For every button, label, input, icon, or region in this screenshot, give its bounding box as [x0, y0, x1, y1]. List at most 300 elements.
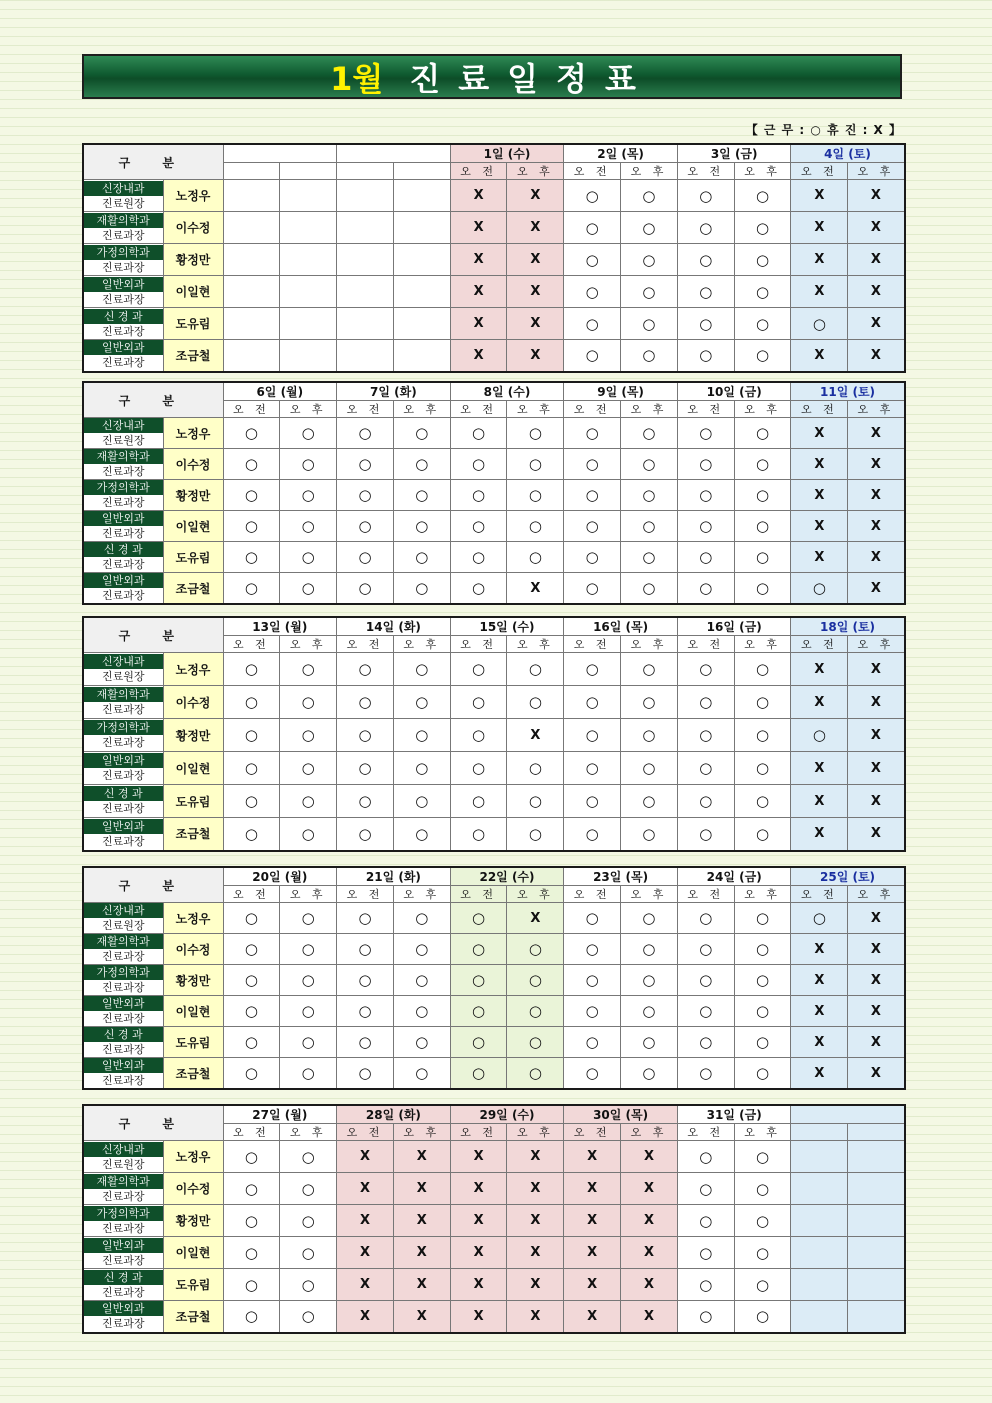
schedule-cell: X	[450, 244, 507, 276]
doctor-name: 도유림	[163, 542, 223, 573]
schedule-cell: ○	[734, 934, 791, 965]
schedule-cell: X	[450, 340, 507, 372]
schedule-cell: ○	[450, 686, 507, 719]
pm-header	[393, 163, 450, 180]
doctor-name: 황정만	[163, 719, 223, 752]
schedule-cell: ○	[734, 903, 791, 934]
schedule-cell: ○	[677, 212, 734, 244]
schedule-cell: ○	[223, 934, 280, 965]
schedule-cell: ○	[677, 1173, 734, 1205]
doctor-name: 노정우	[163, 418, 223, 449]
dept-role: 진료과장	[101, 736, 145, 749]
dept-cell	[83, 752, 163, 785]
schedule-cell: ○	[450, 752, 507, 785]
pm-header: 오 후	[848, 886, 905, 903]
schedule-cell: ○	[507, 752, 564, 785]
schedule-cell: X	[393, 1237, 450, 1269]
am-header: 오 전	[337, 1124, 394, 1141]
schedule-cell: ○	[393, 903, 450, 934]
schedule-cell: ○	[280, 653, 337, 686]
schedule-cell: ○	[677, 785, 734, 818]
doctor-name: 황정만	[163, 1205, 223, 1237]
schedule-cell: ○	[223, 1141, 280, 1173]
am-header: 오 전	[791, 886, 848, 903]
schedule-cell: X	[848, 934, 905, 965]
dept-name: 일반외과	[84, 1058, 163, 1073]
schedule-cell: ○	[621, 573, 678, 605]
schedule-cell: ○	[734, 752, 791, 785]
schedule-cell: ○	[223, 1269, 280, 1301]
dept-cell	[83, 903, 163, 934]
am-header: 오 전	[564, 1124, 621, 1141]
doctor-name: 이수정	[163, 449, 223, 480]
dept-cell	[83, 276, 163, 308]
dept-role: 진료과장	[101, 981, 145, 994]
schedule-cell: X	[848, 752, 905, 785]
schedule-cell: ○	[393, 686, 450, 719]
am-header: 오 전	[223, 886, 280, 903]
week-table	[82, 143, 906, 373]
schedule-cell: X	[393, 1205, 450, 1237]
schedule-cell: ○	[223, 1173, 280, 1205]
schedule-cell: ○	[393, 965, 450, 996]
schedule-cell: ○	[791, 573, 848, 605]
schedule-cell: X	[848, 244, 905, 276]
doctor-name: 조금철	[163, 1301, 223, 1333]
schedule-cell: X	[337, 1301, 394, 1333]
schedule-cell: ○	[621, 418, 678, 449]
dept-name: 재활의학과	[84, 449, 163, 464]
schedule-cell: X	[507, 573, 564, 605]
doctor-name: 조금철	[163, 818, 223, 851]
schedule-cell: ○	[337, 965, 394, 996]
dept-name: 일반외과	[84, 340, 163, 355]
schedule-cell: ○	[621, 180, 678, 212]
schedule-cell: ○	[734, 965, 791, 996]
dept-role: 진료과장	[101, 1189, 145, 1203]
schedule-cell: X	[791, 934, 848, 965]
dept-name: 재활의학과	[84, 934, 163, 949]
am-header: 오 전	[337, 636, 394, 653]
schedule-cell: ○	[791, 308, 848, 340]
schedule-cell: ○	[734, 1205, 791, 1237]
schedule-cell: ○	[677, 653, 734, 686]
schedule-cell: ○	[734, 719, 791, 752]
schedule-cell: ○	[734, 996, 791, 1027]
schedule-cell: ○	[450, 996, 507, 1027]
schedule-cell: X	[848, 996, 905, 1027]
staff-row	[83, 511, 905, 542]
schedule-cell: X	[564, 1173, 621, 1205]
schedule-cell: ○	[564, 1027, 621, 1058]
gubun-header: 구 분	[83, 867, 223, 903]
schedule-cell: ○	[621, 480, 678, 511]
am-header: 오 전	[564, 886, 621, 903]
am-header: 오 전	[677, 636, 734, 653]
staff-row	[83, 276, 905, 308]
dept-role: 진료과장	[101, 1012, 145, 1025]
schedule-cell: X	[791, 686, 848, 719]
schedule-cell: ○	[223, 418, 280, 449]
schedule-cell	[337, 180, 394, 212]
schedule-cell: ○	[734, 653, 791, 686]
schedule-cell: X	[791, 212, 848, 244]
dept-name: 가정의학과	[84, 1206, 163, 1221]
staff-row	[83, 212, 905, 244]
title-text: 진료일정표	[409, 59, 654, 98]
pm-header: 오 후	[621, 1124, 678, 1141]
schedule-cell: X	[450, 1141, 507, 1173]
schedule-cell: X	[621, 1237, 678, 1269]
schedule-cell: X	[393, 1269, 450, 1301]
dept-cell	[83, 212, 163, 244]
schedule-cell: ○	[507, 449, 564, 480]
doctor-name: 노정우	[163, 903, 223, 934]
schedule-cell	[393, 212, 450, 244]
am-header: 오 전	[677, 163, 734, 180]
day-header: 20일 (월)	[223, 867, 337, 886]
dept-name: 신 경 과	[84, 1027, 163, 1042]
schedule-cell: ○	[393, 449, 450, 480]
schedule-cell: X	[564, 1237, 621, 1269]
schedule-cell: ○	[564, 480, 621, 511]
schedule-cell: X	[791, 996, 848, 1027]
schedule-cell: ○	[280, 1173, 337, 1205]
dept-name: 일반외과	[84, 277, 163, 292]
schedule-cell: ○	[621, 686, 678, 719]
schedule-cell: X	[848, 340, 905, 372]
staff-row	[83, 1237, 905, 1269]
schedule-cell: ○	[280, 965, 337, 996]
dept-name: 일반외과	[84, 996, 163, 1011]
schedule-cell: ○	[507, 418, 564, 449]
staff-row	[83, 1141, 905, 1173]
schedule-cell: ○	[677, 244, 734, 276]
schedule-cell: ○	[450, 480, 507, 511]
schedule-cell: ○	[677, 1237, 734, 1269]
schedule-cell: X	[507, 308, 564, 340]
dept-name: 재활의학과	[84, 687, 163, 702]
dept-cell	[83, 244, 163, 276]
schedule-cell	[791, 1301, 848, 1333]
staff-row	[83, 1301, 905, 1333]
schedule-cell: ○	[677, 180, 734, 212]
schedule-cell: X	[848, 686, 905, 719]
schedule-cell: X	[621, 1269, 678, 1301]
pm-header: 오 후	[621, 401, 678, 418]
schedule-cell	[393, 308, 450, 340]
schedule-cell	[848, 1237, 905, 1269]
day-header: 30일 (목)	[564, 1105, 678, 1124]
schedule-cell: ○	[564, 1058, 621, 1090]
dept-cell	[83, 480, 163, 511]
schedule-cell: X	[791, 480, 848, 511]
pm-header: 오 후	[393, 636, 450, 653]
dept-cell	[83, 1237, 163, 1269]
schedule-cell: ○	[280, 818, 337, 851]
schedule-cell: ○	[507, 542, 564, 573]
schedule-cell: ○	[280, 903, 337, 934]
schedule-cell: X	[507, 719, 564, 752]
schedule-cell: ○	[393, 418, 450, 449]
schedule-cell: ○	[677, 1141, 734, 1173]
schedule-cell: ○	[280, 1027, 337, 1058]
schedule-cell: ○	[337, 785, 394, 818]
schedule-cell: ○	[734, 276, 791, 308]
dept-role: 진료과장	[101, 292, 145, 306]
staff-row	[83, 903, 905, 934]
doctor-name: 조금철	[163, 1058, 223, 1090]
schedule-cell: ○	[450, 903, 507, 934]
schedule-cell: ○	[564, 818, 621, 851]
staff-row	[83, 1058, 905, 1090]
dept-cell	[83, 449, 163, 480]
schedule-cell: ○	[223, 1058, 280, 1090]
doctor-name: 도유림	[163, 1027, 223, 1058]
staff-row	[83, 818, 905, 851]
dept-cell	[83, 180, 163, 212]
schedule-cell: ○	[337, 934, 394, 965]
day-header: 8일 (수)	[450, 382, 564, 401]
schedule-cell	[337, 308, 394, 340]
dept-name: 재활의학과	[84, 213, 163, 228]
schedule-cell: ○	[393, 818, 450, 851]
dept-cell	[83, 996, 163, 1027]
dept-role: 진료원장	[101, 434, 145, 447]
pm-header: 오 후	[393, 1124, 450, 1141]
schedule-cell	[280, 180, 337, 212]
schedule-cell: X	[564, 1301, 621, 1333]
schedule-cell: X	[450, 276, 507, 308]
pm-header: 오 후	[848, 163, 905, 180]
schedule-cell	[848, 1301, 905, 1333]
schedule-cell	[791, 1237, 848, 1269]
schedule-cell	[393, 276, 450, 308]
schedule-cell: ○	[564, 542, 621, 573]
schedule-cell: ○	[393, 1058, 450, 1090]
schedule-cell: X	[848, 818, 905, 851]
schedule-cell: ○	[393, 542, 450, 573]
dept-name: 가정의학과	[84, 245, 163, 260]
schedule-cell: ○	[621, 244, 678, 276]
am-header: 오 전	[791, 636, 848, 653]
schedule-cell	[337, 244, 394, 276]
schedule-cell: ○	[677, 719, 734, 752]
schedule-cell: ○	[393, 653, 450, 686]
schedule-cell: X	[337, 1269, 394, 1301]
schedule-cell: ○	[450, 418, 507, 449]
schedule-cell	[791, 1141, 848, 1173]
dept-name: 신장내과	[84, 903, 163, 918]
schedule-cell: ○	[393, 785, 450, 818]
dept-cell	[83, 511, 163, 542]
schedule-cell: X	[564, 1205, 621, 1237]
gubun-header: 구 분	[83, 144, 223, 180]
schedule-cell: ○	[223, 1237, 280, 1269]
staff-row	[83, 965, 905, 996]
schedule-cell: X	[791, 180, 848, 212]
schedule-cell	[848, 1269, 905, 1301]
pm-header: 오 후	[393, 886, 450, 903]
schedule-cell: ○	[564, 752, 621, 785]
schedule-cell: ○	[791, 719, 848, 752]
doctor-name: 황정만	[163, 480, 223, 511]
schedule-cell: ○	[393, 573, 450, 605]
dept-cell	[83, 965, 163, 996]
doctor-name: 이일현	[163, 511, 223, 542]
schedule-cell: X	[564, 1269, 621, 1301]
staff-row	[83, 996, 905, 1027]
schedule-cell: X	[450, 180, 507, 212]
schedule-cell: X	[848, 276, 905, 308]
day-header: 13일 (월)	[223, 617, 337, 636]
dept-cell	[83, 1141, 163, 1173]
schedule-cell: ○	[564, 903, 621, 934]
staff-row	[83, 340, 905, 372]
schedule-cell: ○	[450, 449, 507, 480]
schedule-cell: X	[848, 903, 905, 934]
schedule-cell: ○	[734, 818, 791, 851]
schedule-cell: ○	[507, 511, 564, 542]
doctor-name: 도유림	[163, 308, 223, 340]
schedule-cell: X	[450, 1173, 507, 1205]
page-title	[82, 54, 902, 99]
staff-row	[83, 180, 905, 212]
week-table	[82, 1104, 906, 1334]
dept-role: 진료원장	[101, 196, 145, 210]
schedule-cell: ○	[223, 996, 280, 1027]
day-header: 2일 (목)	[564, 144, 678, 163]
staff-row	[83, 1269, 905, 1301]
schedule-cell: ○	[734, 1058, 791, 1090]
schedule-cell: X	[848, 653, 905, 686]
schedule-cell: ○	[393, 511, 450, 542]
schedule-cell: ○	[393, 752, 450, 785]
doctor-name: 노정우	[163, 653, 223, 686]
schedule-cell: ○	[564, 244, 621, 276]
schedule-cell: ○	[280, 418, 337, 449]
schedule-cell: ○	[337, 686, 394, 719]
schedule-cell: ○	[280, 1237, 337, 1269]
schedule-cell: X	[791, 1058, 848, 1090]
dept-role: 진료원장	[101, 670, 145, 683]
schedule-cell: ○	[621, 965, 678, 996]
schedule-cell: X	[507, 244, 564, 276]
schedule-cell: ○	[734, 244, 791, 276]
pm-header: 오 후	[734, 1124, 791, 1141]
schedule-cell: ○	[337, 1027, 394, 1058]
schedule-cell: X	[791, 276, 848, 308]
dept-name: 가정의학과	[84, 965, 163, 980]
schedule-cell: ○	[450, 1058, 507, 1090]
doctor-name: 황정만	[163, 244, 223, 276]
schedule-cell: ○	[621, 212, 678, 244]
schedule-cell: ○	[280, 686, 337, 719]
schedule-cell	[280, 276, 337, 308]
dept-name: 가정의학과	[84, 480, 163, 495]
schedule-cell	[791, 1173, 848, 1205]
am-header	[337, 163, 394, 180]
schedule-cell: ○	[337, 480, 394, 511]
doctor-name: 조금철	[163, 573, 223, 605]
schedule-cell: ○	[621, 996, 678, 1027]
day-header: 3일 (금)	[677, 144, 791, 163]
dept-cell	[83, 573, 163, 605]
schedule-cell: X	[791, 752, 848, 785]
schedule-cell: ○	[223, 719, 280, 752]
schedule-cell	[280, 212, 337, 244]
dept-role: 진료과장	[101, 496, 145, 509]
schedule-cell: ○	[677, 1058, 734, 1090]
schedule-cell: ○	[621, 752, 678, 785]
schedule-cell: ○	[734, 686, 791, 719]
schedule-cell: X	[848, 542, 905, 573]
schedule-cell: X	[507, 1269, 564, 1301]
schedule-cell: ○	[677, 965, 734, 996]
schedule-cell: ○	[677, 818, 734, 851]
schedule-cell	[848, 1141, 905, 1173]
schedule-cell	[337, 276, 394, 308]
schedule-cell: ○	[280, 996, 337, 1027]
day-header: 25일 (토)	[791, 867, 905, 886]
dept-cell	[83, 418, 163, 449]
pm-header	[848, 1124, 905, 1141]
schedule-cell: ○	[621, 903, 678, 934]
schedule-cell: ○	[621, 653, 678, 686]
dept-role: 진료과장	[101, 769, 145, 782]
schedule-cell: ○	[677, 511, 734, 542]
schedule-cell: X	[450, 1237, 507, 1269]
schedule-cell: ○	[507, 785, 564, 818]
schedule-cell: ○	[450, 573, 507, 605]
day-header: 6일 (월)	[223, 382, 337, 401]
schedule-cell: ○	[337, 1058, 394, 1090]
schedule-cell: ○	[621, 276, 678, 308]
schedule-cell: ○	[223, 965, 280, 996]
dept-role: 진료과장	[101, 834, 145, 848]
schedule-cell: ○	[621, 511, 678, 542]
pm-header: 오 후	[734, 401, 791, 418]
staff-row	[83, 480, 905, 511]
dept-name: 신장내과	[84, 181, 163, 196]
schedule-cell: ○	[564, 308, 621, 340]
staff-row	[83, 573, 905, 605]
dept-cell	[83, 653, 163, 686]
schedule-cell: ○	[280, 573, 337, 605]
schedule-cell: ○	[223, 1027, 280, 1058]
dept-name: 일반외과	[84, 1238, 163, 1253]
dept-role: 진료과장	[101, 228, 145, 242]
dept-role: 진료과장	[101, 1253, 145, 1267]
schedule-cell: X	[791, 418, 848, 449]
schedule-cell: ○	[677, 934, 734, 965]
staff-row	[83, 244, 905, 276]
am-header: 오 전	[564, 636, 621, 653]
schedule-cell: ○	[337, 719, 394, 752]
schedule-cell: X	[621, 1301, 678, 1333]
dept-cell	[83, 934, 163, 965]
schedule-cell	[393, 180, 450, 212]
week-table	[82, 866, 906, 1090]
schedule-cell: ○	[564, 785, 621, 818]
dept-cell	[83, 1205, 163, 1237]
doctor-name: 도유림	[163, 785, 223, 818]
schedule-cell: ○	[734, 1237, 791, 1269]
schedule-cell: ○	[223, 449, 280, 480]
schedule-cell: ○	[280, 1141, 337, 1173]
schedule-cell: ○	[337, 752, 394, 785]
schedule-cell: X	[848, 1027, 905, 1058]
